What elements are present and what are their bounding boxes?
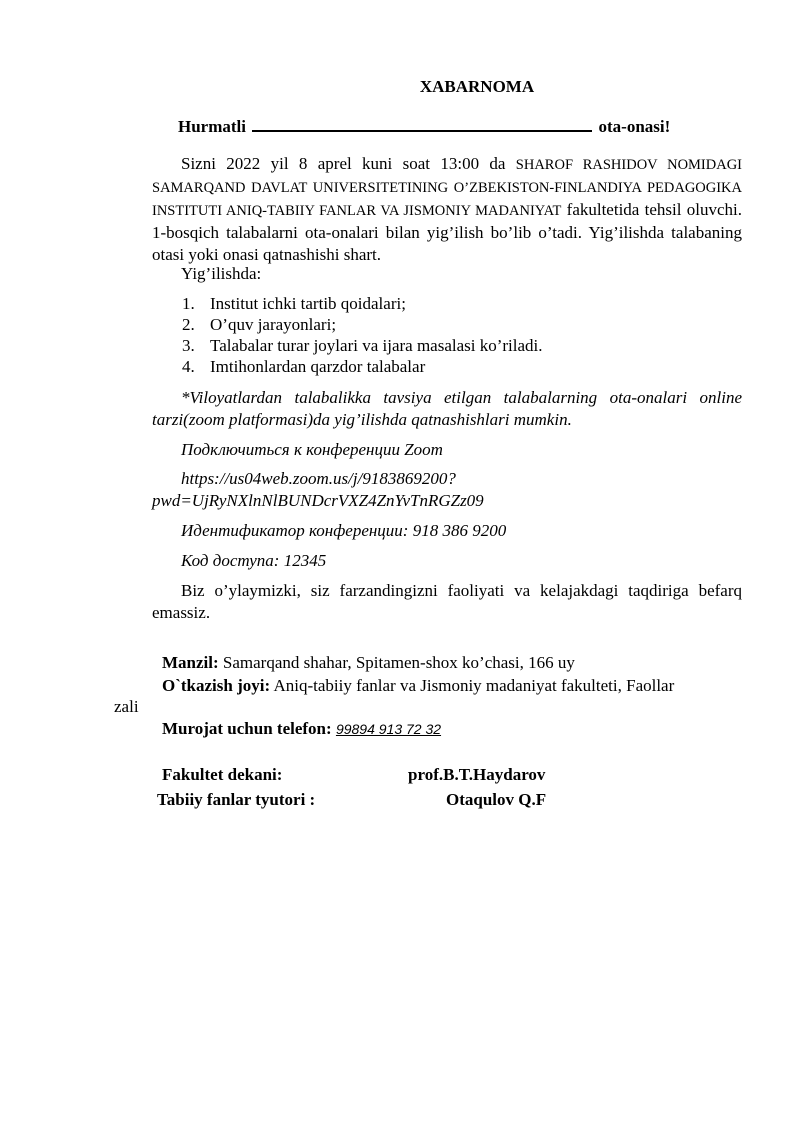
address-value: Samarqand shahar, Spitamen-shox ko’chasi, 166 uy [222, 653, 575, 672]
document-title: XABARNOMA [419, 77, 535, 96]
venue-label: O`tkazish joyi: [162, 676, 271, 695]
intro-tail: fakultetida tehsil oluvchi. 1-bosqich talabalarni ota-onalari bilan yig’ilish bo’lib o’tadi. Yig’ilishda talabaning otasi yoki onasi qatnashishi shart. [152, 200, 742, 264]
intro-organization: SHAROF RASHIDOV NOMIDAGI SAMARQAND DAVLAT UNIVERSITETINING O’ZBEKISTON-FINLANDIYA PEDAGOGIKA INSTITUTI ANIQ-TABIIY FANLAR VA JISMONIY MADANIYAT [152, 157, 743, 219]
address-line [162, 653, 575, 673]
zoom-connect-label: Подключиться к конференции Zoom [181, 440, 443, 459]
recipient-blank [252, 116, 592, 132]
signature-name-tutor: Otaqulov Q.F [446, 790, 547, 809]
list-item: 3. Talabalar turar joylari va ijara masalasi ko’riladi. [182, 336, 543, 355]
list-item: 4. Imtihonlardan qarzdor talabalar [182, 357, 426, 376]
closing-paragraph: Biz o’ylaymizki, siz farzandingizni faoliyati va kelajakdagi taqdiriga befarq emassiz. [152, 581, 742, 622]
intro-paragraph [152, 153, 742, 266]
contact-label: Murojat uchun telefon: [162, 719, 332, 738]
contact-phone[interactable]: 99894 913 72 32 [335, 721, 442, 737]
contact-line [162, 719, 441, 739]
agenda-list [182, 293, 543, 377]
signature-name-dean: prof.B.T.Haydarov [408, 765, 546, 784]
venue-value: Aniq-tabiiy fanlar va Jismoniy madaniyat fakulteti, Faollar [273, 676, 675, 695]
address-label: Manzil: [162, 653, 219, 672]
zoom-link-line1[interactable]: https://us04web.zoom.us/j/9183869200? [181, 469, 456, 488]
agenda-heading: Yig’ilishda: [181, 264, 262, 283]
list-item: 1. Institut ichki tartib qoidalari; [182, 294, 406, 313]
greeting-prefix: Hurmatli [178, 117, 246, 136]
list-item: 2. O’quv jarayonlari; [182, 315, 337, 334]
online-note: *Viloyatlardan talabalikka tavsiya etilgan talabalarning ota-onalari online tarzi(zoom platformasi)da yig’ilishda qatnashishlari mumkin. [152, 388, 742, 429]
venue-continuation: zali [114, 697, 139, 716]
greeting-suffix: ota-onasi! [598, 117, 671, 136]
zoom-link-line2[interactable]: pwd=UjRyNXlnNlBUNDcrVXZ4ZnYvTnRGZz09 [152, 491, 484, 510]
zoom-meeting-id: Идентификатор конференции: 918 386 9200 [181, 521, 507, 540]
venue-line [162, 676, 742, 696]
greeting-line [178, 116, 670, 137]
zoom-passcode: Код доступа: 12345 [181, 551, 327, 570]
signature-role-dean: Fakultet dekani: [162, 765, 283, 784]
signature-role-tutor: Tabiiy fanlar tyutori : [157, 790, 316, 809]
intro-lead: Sizni 2022 yil 8 aprel kuni soat 13:00 da [181, 154, 506, 173]
